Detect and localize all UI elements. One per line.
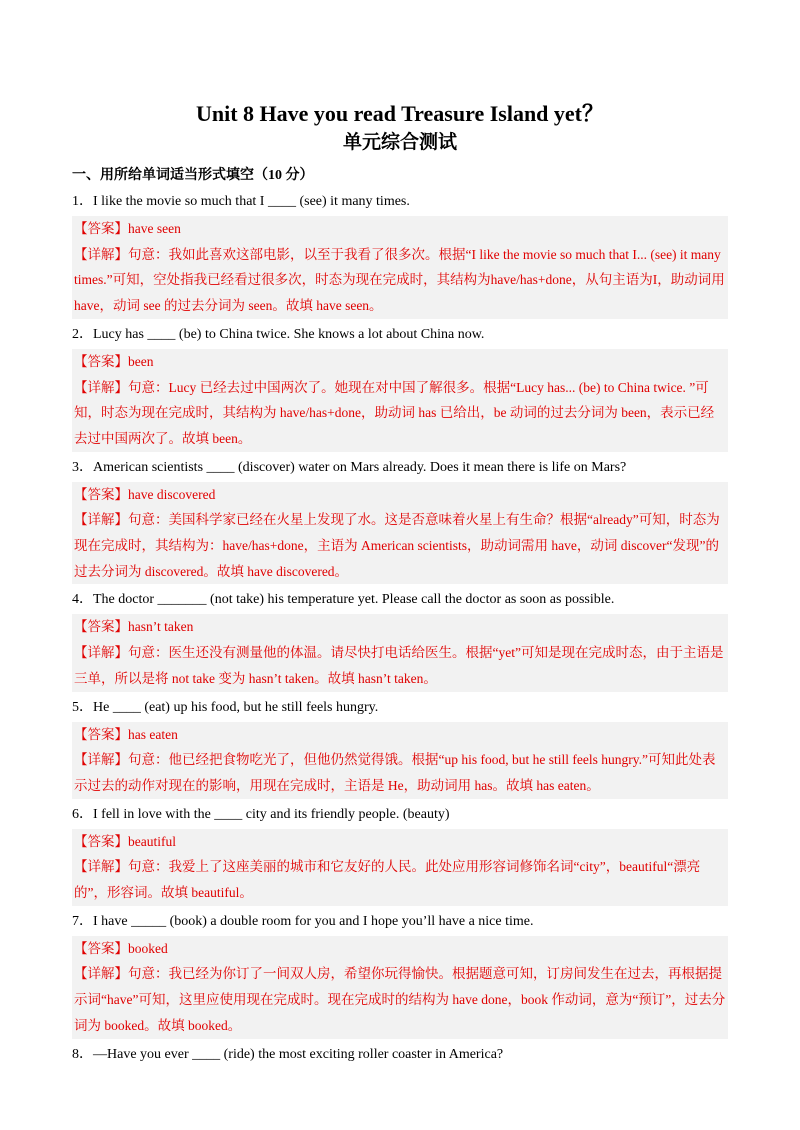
detail-text: 【详解】句意：美国科学家已经在火星上发现了水。这是否意味着火星上有生命？根据“already”可知，时态为现在完成时，其结构为：have/has+done，主语为 American scientists，助动词需用 have，动词 discover“发现”的过去分词为 discovered。故填 have discovered。 [74,512,720,579]
question-text: 1．I like the movie so much that I ____ (see) it many times. [72,194,410,209]
document-page [72,100,728,1065]
question-item [72,590,728,691]
answer-block [72,349,728,452]
answer-block [72,936,728,1039]
answer-text: 【答案】hasn’t taken [74,619,194,635]
document-subtitle: 单元综合测试 [342,132,457,153]
answer-text: 【答案】booked [74,940,168,956]
detail-text: 【详解】句意：Lucy 已经去过中国两次了。她现在对中国了解很多。根据“Lucy has... (be) to China twice. ”可知，时态为现在完成时，其结构为 have/has+done，助动词 has 已给出，be 动词的过去分词为 been，表示已经去过中国两次了。故填 been。 [74,379,715,446]
question-text: 7．I have _____ (book) a double room for you and I hope you’ll have a nice time. [72,913,534,929]
question-item [72,912,728,1039]
question-text: 4．The doctor _______ (not take) his temperature yet. Please call the doctor as soon as possible. [72,592,615,608]
answer-block [72,722,728,799]
question-text: 8．—Have you ever ____ (ride) the most exciting roller coaster in America? [72,1046,504,1062]
question-text: 6．I fell in love with the ____ city and its friendly people. (beauty) [72,806,450,822]
detail-text: 【详解】句意：我爱上了这座美丽的城市和它友好的人民。此处应用形容词修饰名词“city”，beautiful“漂亮的”，形容词。故填 beautiful。 [74,859,701,901]
answer-block [72,614,728,691]
answer-text: 【答案】have seen [74,221,181,236]
answer-text: 【答案】has eaten [74,726,178,742]
question-text: 3．American scientists ____ (discover) water on Mars already. Does it mean there is life on Mars? [72,459,627,475]
answer-text: 【答案】been [74,353,154,369]
detail-text: 【详解】句意：我已经为你订了一间双人房，希望你玩得愉快。根据题意可知，订房间发生在过去，再根据提示词“have”可知，这里应使用现在完成时。现在完成时的结构为 have done，book 作动词，意为“预订”，过去分词为 booked。故填 booked。 [74,966,726,1033]
answer-text: 【答案】beautiful [74,833,176,849]
detail-text: 【详解】句意：医生还没有测量他的体温。请尽快打电话给医生。根据“yet”可知是现在完成时态，由于主语是三单，所以是将 not take 变为 hasn’t taken。故填 hasn’t taken。 [74,645,724,686]
detail-text: 【详解】句意：我如此喜欢这部电影，以至于我看了很多次。根据“I like the movie so much that I... (see) it many times.”可知，空处指我已经看过很多次，时态为现在完成时，其结构为have/has+done，从句主语为I，助动词用 have，动词 see 的过去分词为 seen。故填 have seen。 [74,246,725,314]
question-item [72,698,728,799]
answer-block [72,829,728,906]
answer-block [72,216,728,319]
question-item [72,192,728,319]
section-heading: 一、用所给单词适当形式填空（10 分） [72,168,314,183]
answer-text: 【答案】have discovered [74,486,216,502]
detail-text: 【详解】句意：他已经把食物吃光了，但他仍然觉得饿。根据“up his food, but he still feels hungry.”可知此处表示过去的动作对现在的影响，用现在完成时，主语是 He，助动词用 has。故填 has eaten。 [74,752,716,793]
answer-block [72,482,728,585]
question-text: 5．He ____ (eat) up his food, but he still feels hungry. [72,699,379,715]
question-item [72,325,728,452]
document-title: Unit 8 Have you read Treasure Island yet？ [195,101,605,126]
question-item [72,458,728,585]
question-item [72,805,728,906]
question-text: 2．Lucy has ____ (be) to China twice. She knows a lot about China now. [72,326,485,342]
